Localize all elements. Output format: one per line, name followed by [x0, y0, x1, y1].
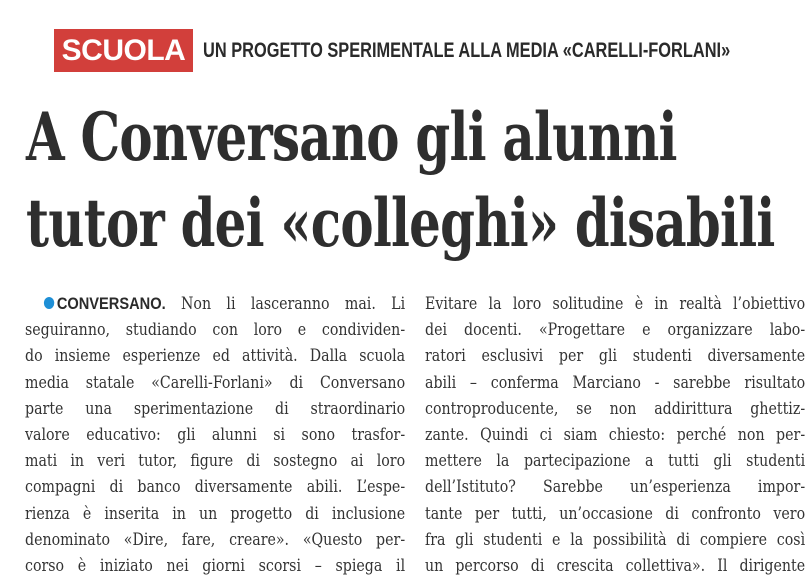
text-line: ratori esclusivi per gli studenti diversamente [425, 346, 805, 366]
text-line: do insieme esperienze ed attività. Dalla scuola [25, 346, 406, 366]
text-line: controproducente, se non addirittura ghettiz- [425, 398, 805, 418]
headline-line-2: tutor dei «colleghi» disabili [26, 184, 775, 262]
text-line: Non li lasceranno mai. Li [165, 294, 406, 313]
headline-line-1: A Conversano gli alunni [26, 98, 677, 176]
kicker-subtitle: UN PROGETTO SPERIMENTALE ALLA MEDIA «CARELLI-FORLANI» [203, 38, 731, 62]
text-line: compagni di banco diversamente abili. L’espe- [25, 477, 406, 497]
article-column-right [425, 291, 805, 579]
text-line: dei docenti. «Progettare e organizzare labo- [425, 320, 805, 340]
text-line: tante per tutti, un’occasione di confronto vero [425, 503, 805, 523]
kicker [54, 29, 805, 72]
first-line [25, 291, 405, 317]
text-line: mettere la partecipazione a tutti gli studenti [425, 451, 805, 471]
text-line: valore educativo: gli alunni si sono trasfor- [25, 425, 406, 445]
section-tag: SCUOLA [54, 29, 193, 72]
headline [26, 94, 805, 266]
text-line: fra gli studenti e la possibilità di compiere così [425, 529, 805, 549]
bullet-icon [44, 297, 54, 309]
text-line: denominato «Dire, fare, creare». «Questo per- [25, 529, 406, 549]
text-line: parte una sperimentazione di straordinario [25, 398, 406, 418]
text-line: abili – conferma Marciano - sarebbe risultato [425, 372, 805, 392]
text-line: Evitare la loro solitudine è in realtà l’obiettivo [425, 294, 805, 313]
dateline: CONVERSANO. [56, 294, 166, 313]
text-line: mati in veri tutor, figure di sostegno ai loro [25, 451, 406, 471]
article-column-left [25, 291, 405, 579]
text-line: zante. Quindi ci siam chiesto: perché non per- [425, 425, 805, 445]
text-line: rienza è inserita in un progetto di inclusione [25, 503, 406, 523]
text-line: un percorso di crescita collettiva». Il dirigente [425, 556, 805, 576]
text-line: dell’Istituto? Sarebbe un’esperienza impor- [425, 477, 805, 497]
text-line: corso è iniziato nei giorni scorsi – spiega il [25, 556, 406, 576]
text-line: media statale «Carelli-Forlani» di Conversano [25, 372, 406, 392]
article-body [25, 291, 805, 579]
text-line: seguiranno, studiando con loro e condividen- [25, 320, 406, 340]
